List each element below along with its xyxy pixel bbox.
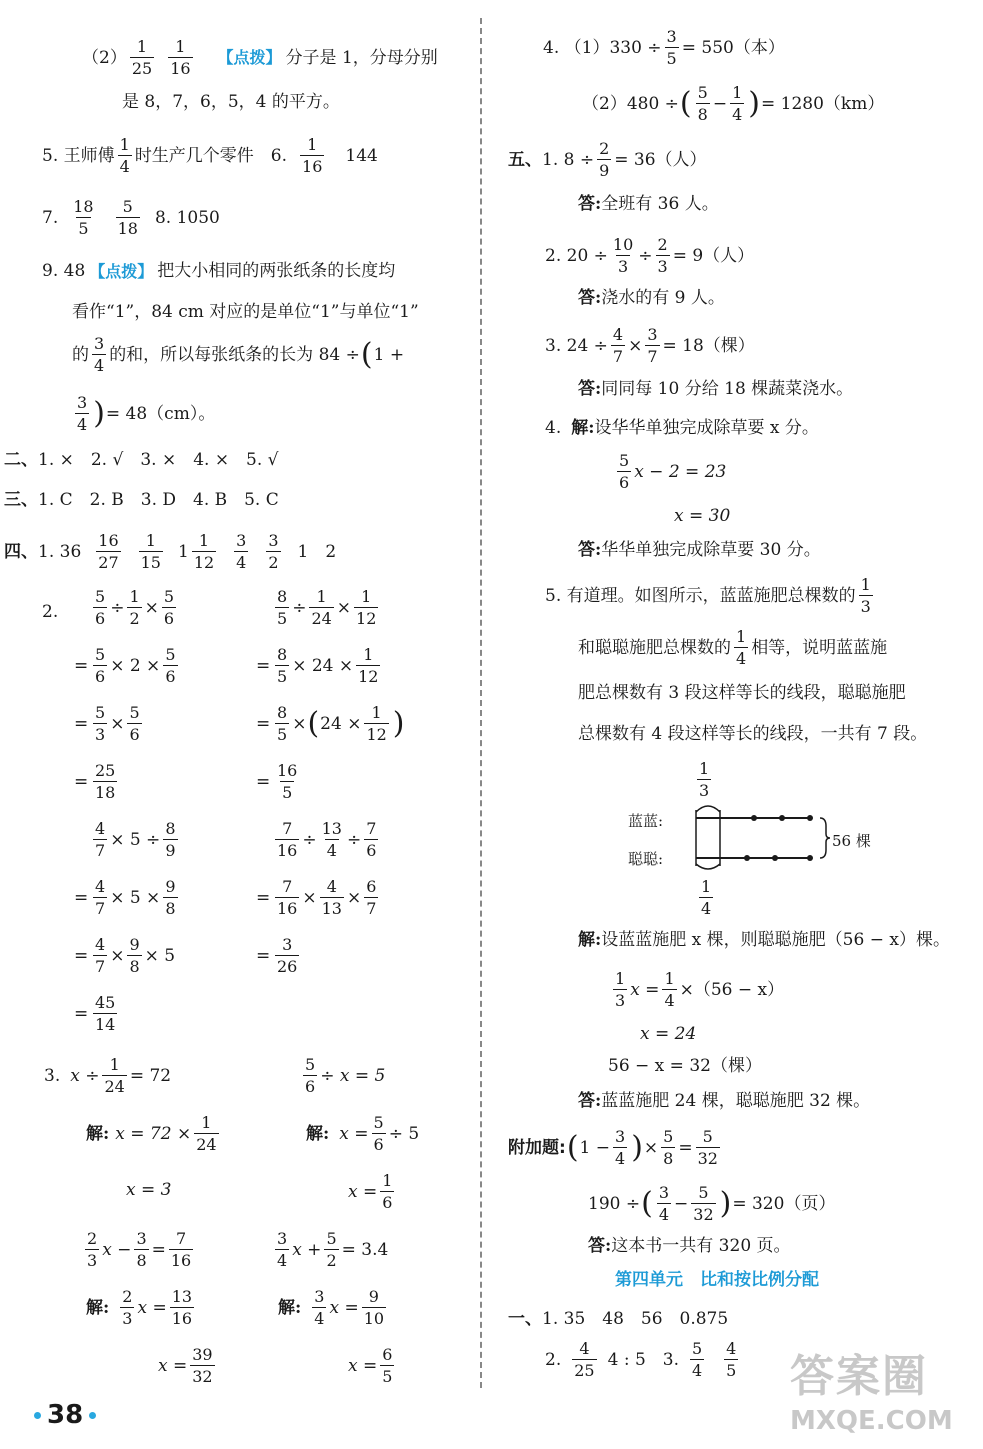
fraction: $\frac{25}{18}$ — [95, 761, 116, 803]
q3-line-b1: $\frac{5}{6}$ ÷ x = 5 — [305, 1055, 386, 1097]
fraction: $\frac{5}{6}$ — [165, 645, 176, 687]
right-line-13: 5. 有道理。如图所示，蓝蓝施肥总棵数的 $\frac{1}{3}$ — [545, 575, 871, 617]
fraction: $\frac{5}{6}$ — [129, 703, 140, 745]
right-line-3: 五、 1. 8 ÷ $\frac{2}{9}$ = 36（人） — [508, 139, 707, 181]
column-divider — [480, 18, 482, 1388]
page-dot-left — [34, 1412, 41, 1419]
right-line-25: 一、 1. 35 48 56 0.875 — [508, 1309, 729, 1329]
left-line-1 — [82, 38, 438, 79]
right-line-7: 3. 24 ÷ $\frac{4}{7}$ × $\frac{3}{7}$ = 18（棵） — [545, 325, 755, 367]
section-3: 三、 1. C 2. B 3. D 4. B 5. C — [4, 490, 279, 510]
diagram-top-fraction: $\frac{1}{3}$ — [699, 759, 710, 801]
equation-line: = $\frac{4}{7}$ × $\frac{9}{8}$ × 5 — [74, 935, 176, 977]
q3-line-a6: x = $\frac{39}{32}$ — [158, 1345, 213, 1387]
fraction: $\frac{16}{5}$ — [277, 761, 298, 803]
right-line-1: 4. （1）330 ÷ $\frac{3}{5}$ = 550（本） — [543, 27, 785, 69]
right-line-9: 4. 解: 设华华单独完成除草要 x 分。 — [545, 418, 819, 438]
fraction: $\frac{1}{12}$ — [356, 587, 377, 629]
q3-line-b6: x = $\frac{6}{5}$ — [348, 1345, 393, 1387]
q3-line-b2: 解: x = $\frac{5}{6}$ ÷ 5 — [306, 1113, 420, 1155]
equation-line: $\frac{8}{5}$ ÷ $\frac{1}{24}$ × $\frac{1}{12}$ — [277, 587, 377, 629]
right-line-26: 2. $\frac{4}{25}$ 4 : 5 3. $\frac{5}{4}$ $\frac{4}{5}$ — [545, 1339, 737, 1381]
segment-diagram — [620, 760, 890, 930]
equation-line: = $\frac{8}{5}$ × 24 × $\frac{1}{12}$ — [256, 645, 379, 687]
right-line-19: x = 24 — [640, 1024, 697, 1044]
fraction: $\frac{8}{5}$ — [277, 703, 288, 745]
fraction: $\frac{1}{25}$ — [131, 37, 153, 79]
diagram-total: 56 棵 — [832, 832, 871, 850]
q3-line-a1: 3. x ÷ $\frac{1}{24}$ = 72 — [44, 1055, 172, 1097]
fraction: $\frac{5}{3}$ — [95, 703, 106, 745]
fraction: $\frac{1}{12}$ — [366, 703, 387, 745]
right-line-11: x = 30 — [674, 506, 731, 526]
left-line-4: 7. $\frac{18}{5}$ $\frac{5}{18}$ 8. 1050 — [42, 197, 220, 239]
diagram-bottom-fraction: $\frac{1}{4}$ — [701, 877, 712, 919]
right-line-6: 答: 浇水的有 9 人。 — [578, 288, 725, 308]
fraction: $\frac{8}{9}$ — [165, 819, 176, 861]
right-line-5: 2. 20 ÷ $\frac{10}{3}$ ÷ $\frac{2}{3}$ = 9（人） — [545, 235, 755, 277]
right-line-23: 190 ÷ ( $\frac{3}{4}$ − $\frac{5}{32}$ ) = 320（页） — [588, 1183, 836, 1225]
right-line-24: 答: 这本书一共有 320 页。 — [588, 1236, 791, 1256]
left-line-5: 9. 48 【点拨】 把大小相同的两张纸条的长度均 — [42, 261, 396, 281]
left-line-6: 看作“1”，84 cm 对应的是单位“1”与单位“1” — [72, 302, 419, 322]
right-line-2: （2）480 ÷ ( $\frac{5}{8}$ − $\frac{1}{4}$ ) = 1280（km） — [582, 83, 885, 125]
right-line-16: 总棵数有 4 段这样等长的线段，一共有 7 段。 — [578, 724, 928, 744]
unit-title: 第四单元 比和按比例分配 — [615, 1270, 819, 1290]
equation-line: = $\frac{7}{16}$ × $\frac{4}{13}$ × $\frac{6}{7}$ — [256, 877, 377, 919]
right-line-14: 和聪聪施肥总棵数的 $\frac{1}{4}$ 相等，说明蓝蓝施 — [578, 627, 888, 669]
q3-line-b4: $\frac{3}{4}$ x + $\frac{5}{2}$ = 3.4 — [277, 1229, 389, 1271]
section-2: 二、 1. × 2. √ 3. × 4. × 5. √ — [4, 450, 279, 470]
page-dot-right — [89, 1412, 96, 1419]
right-line-20: 56 − x = 32（棵） — [608, 1056, 762, 1076]
equation-line: = $\frac{25}{18}$ — [74, 761, 116, 803]
equation-line: $\frac{5}{6}$ ÷ $\frac{1}{2}$ × $\frac{5}{6}$ — [95, 587, 175, 629]
fraction: $\frac{4}{7}$ — [95, 935, 106, 977]
equation-line: = $\frac{4}{7}$ × 5 × $\frac{9}{8}$ — [74, 877, 176, 919]
equation-line: = $\frac{5}{3}$ × $\frac{5}{6}$ — [74, 703, 140, 745]
item-number: （2） — [82, 47, 127, 68]
fraction: $\frac{13}{4}$ — [321, 819, 342, 861]
right-line-12: 答: 华华单独完成除草要 30 分。 — [578, 540, 821, 560]
q3-line-b3: x = $\frac{1}{6}$ — [348, 1171, 393, 1213]
right-line-15: 肥总棵数有 3 段这样等长的线段，聪聪施肥 — [578, 683, 906, 703]
fraction: $\frac{7}{16}$ — [277, 877, 298, 919]
equation-line: = $\frac{45}{14}$ — [74, 993, 116, 1035]
right-line-10: $\frac{5}{6}$ x − 2 = 23 — [619, 451, 727, 493]
q3-line-a3: x = 3 — [126, 1180, 172, 1200]
fraction: $\frac{9}{8}$ — [165, 877, 176, 919]
hint-tag: 【点拨】 — [217, 48, 282, 68]
equation-line: = $\frac{5}{6}$ × 2 × $\frac{5}{6}$ — [74, 645, 176, 687]
equation-line: $\frac{7}{16}$ ÷ $\frac{13}{4}$ ÷ $\frac{7}{6}$ — [277, 819, 377, 861]
equation-line: = $\frac{8}{5}$ × ( 24 × $\frac{1}{12}$ ) — [256, 703, 405, 745]
equation-line: = $\frac{3}{26}$ — [256, 935, 298, 977]
fraction: $\frac{1}{2}$ — [129, 587, 140, 629]
fraction: $\frac{7}{6}$ — [366, 819, 377, 861]
right-line-18: $\frac{1}{3}$ x = $\frac{1}{4}$ ×（56 − x） — [615, 969, 785, 1011]
fraction: $\frac{45}{14}$ — [95, 993, 116, 1035]
hint-tag: 【点拨】 — [89, 261, 154, 281]
left-line-7: 的 $\frac{3}{4}$ 的和，所以每张纸条的长为 84 ÷ ( 1 + — [72, 334, 405, 376]
q2-label: 2. — [42, 602, 59, 622]
page-number: 38 — [28, 1400, 102, 1430]
fraction: $\frac{8}{5}$ — [277, 645, 288, 687]
q3-line-a4: $\frac{2}{3}$ x − $\frac{3}{8}$ = $\frac{7}{16}$ — [87, 1229, 192, 1271]
fraction: $\frac{6}{7}$ — [366, 877, 377, 919]
right-line-4: 答: 全班有 36 人。 — [578, 194, 719, 214]
fraction: $\frac{1}{12}$ — [358, 645, 379, 687]
fraction: $\frac{4}{7}$ — [95, 877, 106, 919]
fraction: $\frac{1}{16}$ — [170, 37, 191, 79]
hint-text: 分子是 1，分母分别 — [285, 47, 438, 68]
q3-line-b5: 解: $\frac{3}{4}$ x = $\frac{9}{10}$ — [278, 1287, 385, 1329]
fraction: $\frac{5}{6}$ — [95, 645, 106, 687]
fraction: $\frac{4}{13}$ — [321, 877, 342, 919]
left-line-2: 是 8，7，6，5，4 的平方。 — [122, 92, 340, 112]
fraction: $\frac{3}{26}$ — [277, 935, 298, 977]
right-line-8: 答: 同同每 10 分给 18 棵蔬菜浇水。 — [578, 379, 854, 399]
left-line-8: $\frac{3}{4}$ ) = 48（cm）。 — [77, 393, 216, 435]
right-line-17: 解: 设蓝蓝施肥 x 棵，则聪聪施肥（56 − x）棵。 — [578, 930, 950, 950]
fraction: $\frac{1}{24}$ — [311, 587, 332, 629]
section-4-line-1: 四、 1. 36 $\frac{16}{27}$ $\frac{1}{15}$ 1 $\frac{1}{12}$ $\frac{3}{4}$ $\frac{3}{2}$ 1 2 — [4, 531, 337, 573]
diagram-label-congcong: 聪聪: — [628, 850, 664, 868]
diagram-label-lanlan: 蓝蓝: — [628, 812, 664, 830]
fraction: $\frac{8}{5}$ — [277, 587, 288, 629]
watermark-logo: 答案圈 MXQE.COM — [790, 1351, 953, 1436]
equation-line: $\frac{4}{7}$ × 5 ÷ $\frac{8}{9}$ — [95, 819, 176, 861]
fraction: $\frac{4}{7}$ — [95, 819, 106, 861]
fraction: $\frac{5}{6}$ — [163, 587, 175, 629]
fraction: $\frac{7}{16}$ — [277, 819, 298, 861]
fraction: $\frac{9}{8}$ — [129, 935, 140, 977]
right-line-21: 答: 蓝蓝施肥 24 棵，聪聪施肥 32 棵。 — [578, 1091, 871, 1111]
right-line-22: 附加题: ( 1 − $\frac{3}{4}$ ) × $\frac{5}{8}$ = $\frac{5}{32}$ — [508, 1127, 718, 1169]
q3-line-a5: 解: $\frac{2}{3}$ x = $\frac{13}{16}$ — [86, 1287, 193, 1329]
equation-line: = $\frac{16}{5}$ — [256, 761, 298, 803]
q3-line-a2: 解: x = 72 × $\frac{1}{24}$ — [86, 1113, 217, 1155]
fraction: $\frac{5}{6}$ — [95, 587, 106, 629]
left-line-3: 5. 王师傅 $\frac{1}{4}$ 时生产几个零件 6. $\frac{1}{16}$ 144 — [42, 135, 378, 177]
